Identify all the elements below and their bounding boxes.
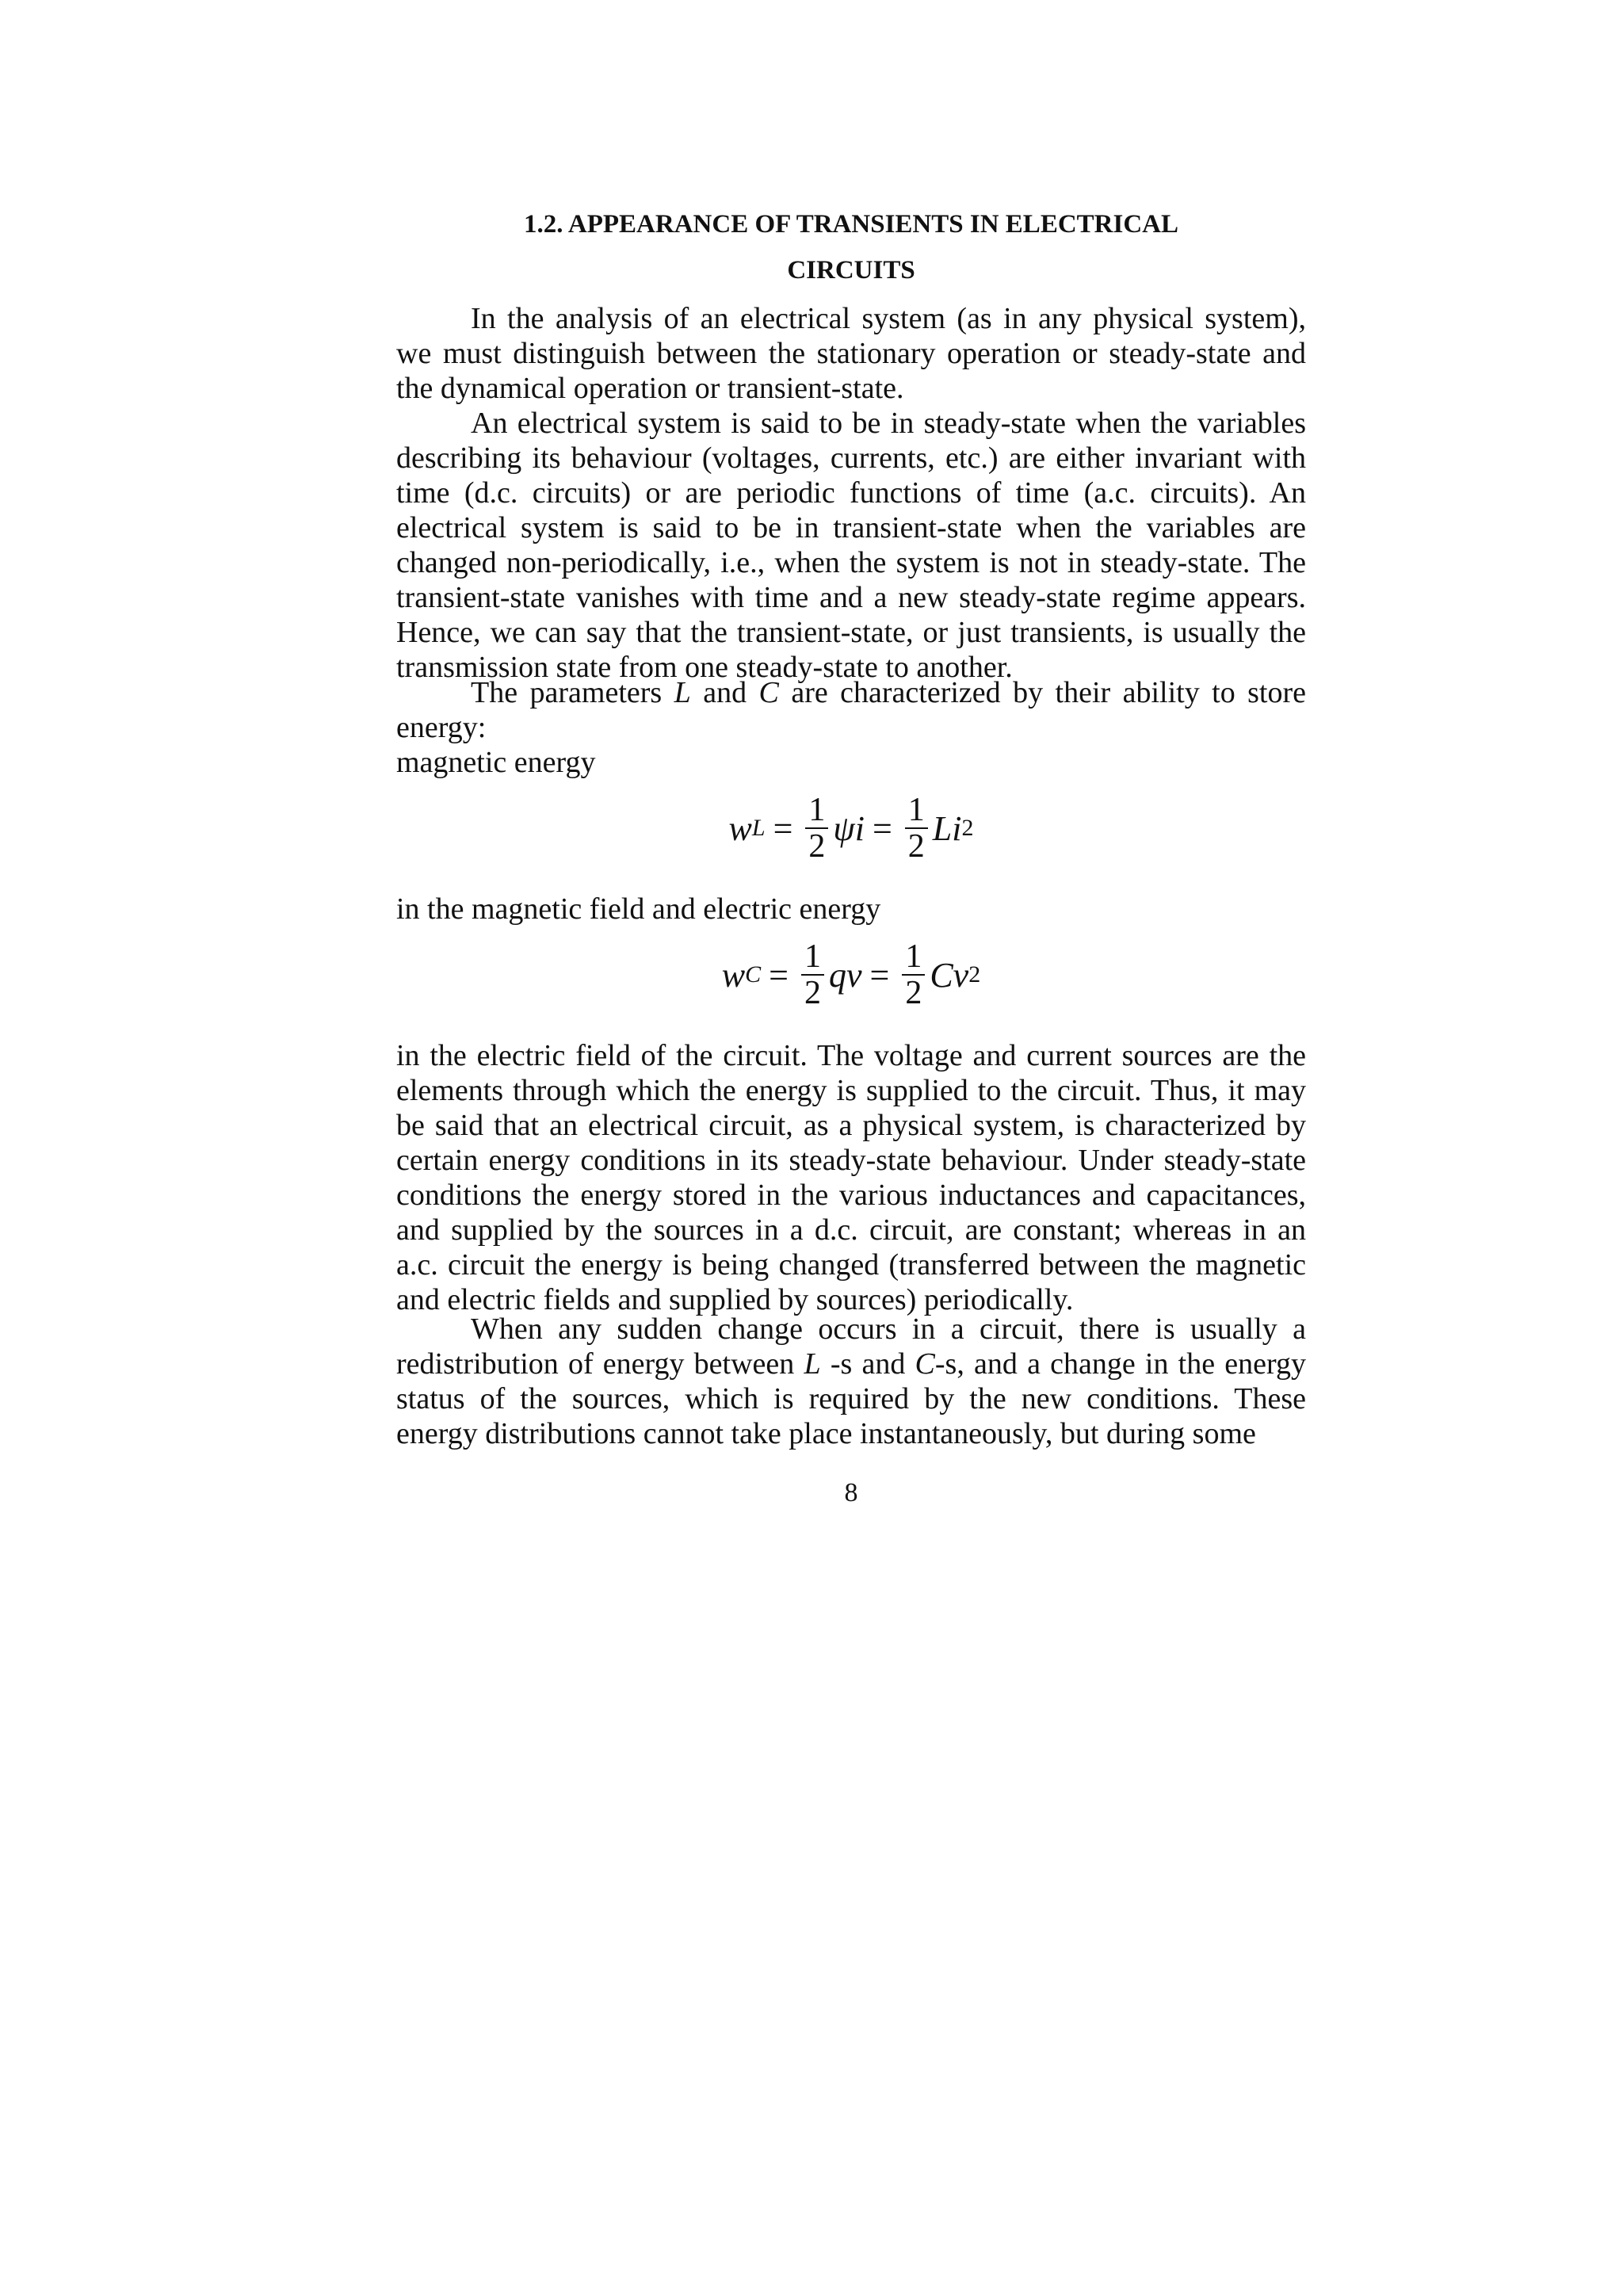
paragraph-energy-conditions: in the electric field of the circuit. The voltage and current sources are the elements through which the energy is supplied to the circuit. Thus, it may be said that an electrical circuit, as a physical system, is characterized by certain energy conditions in its steady-state behaviour. Under steady-state conditions the energy stored in the various inductances and capacitances, and supplied by the sources in a d.c. circuit, are constant; whereas in an a.c. circuit the energy is being changed (transferred between the magnetic and electric fields and supplied by sources) periodically. bbox=[396, 1039, 1306, 1316]
section-title-line-2: CIRCUITS bbox=[787, 256, 915, 285]
paragraph-sudden-change: When any sudden change occurs in a circuit, there is usually a redistribution of energy between L -s and C-s, and a change in the energy status of the sources, which is required by the new conditions. These energy distributions cannot take place instantaneously, but during some bbox=[396, 1312, 1306, 1450]
paragraph-magnetic-energy-label: magnetic energy bbox=[396, 746, 596, 779]
paragraph-electric-energy-label: in the magnetic field and electric energy bbox=[396, 892, 881, 926]
equation-magnetic-energy: w L = $\frac{1}{2}$ ψi = $\frac{1}{2}$ Li 2 bbox=[728, 792, 974, 865]
paragraph-steady-state: An electrical system is said to be in steady-state when the variables describing its behaviour (voltages, currents, etc.) are either invariant with time (d.c. circuits) or are periodic functions of time (a.c. circuits). An electrical system is said to be in transient-state when the variables are changed non-periodically, i.e., when the system is not in steady-state. The transient-state vanishes with time and a new steady-state regime appears. Hence, we can say that the transient-state, or just transients, is usually the transmission state from one steady-state to another. bbox=[396, 407, 1306, 684]
paragraph-intro: In the analysis of an electrical system (as in any physical system), we must distinguish between the stationary operation or steady-state and the dynamical operation or transient-state. bbox=[396, 302, 1306, 405]
equation-electric-energy: w C = $\frac{1}{2}$ qv = $\frac{1}{2}$ Cv 2 bbox=[721, 938, 981, 1011]
section-title-line-1: 1.2. APPEARANCE OF TRANSIENTS IN ELECTRICAL bbox=[523, 210, 1179, 239]
page-number: 8 bbox=[844, 1478, 858, 1507]
paragraph-parameters: The parameters L and C are characterized by their ability to store energy: bbox=[396, 676, 1306, 744]
